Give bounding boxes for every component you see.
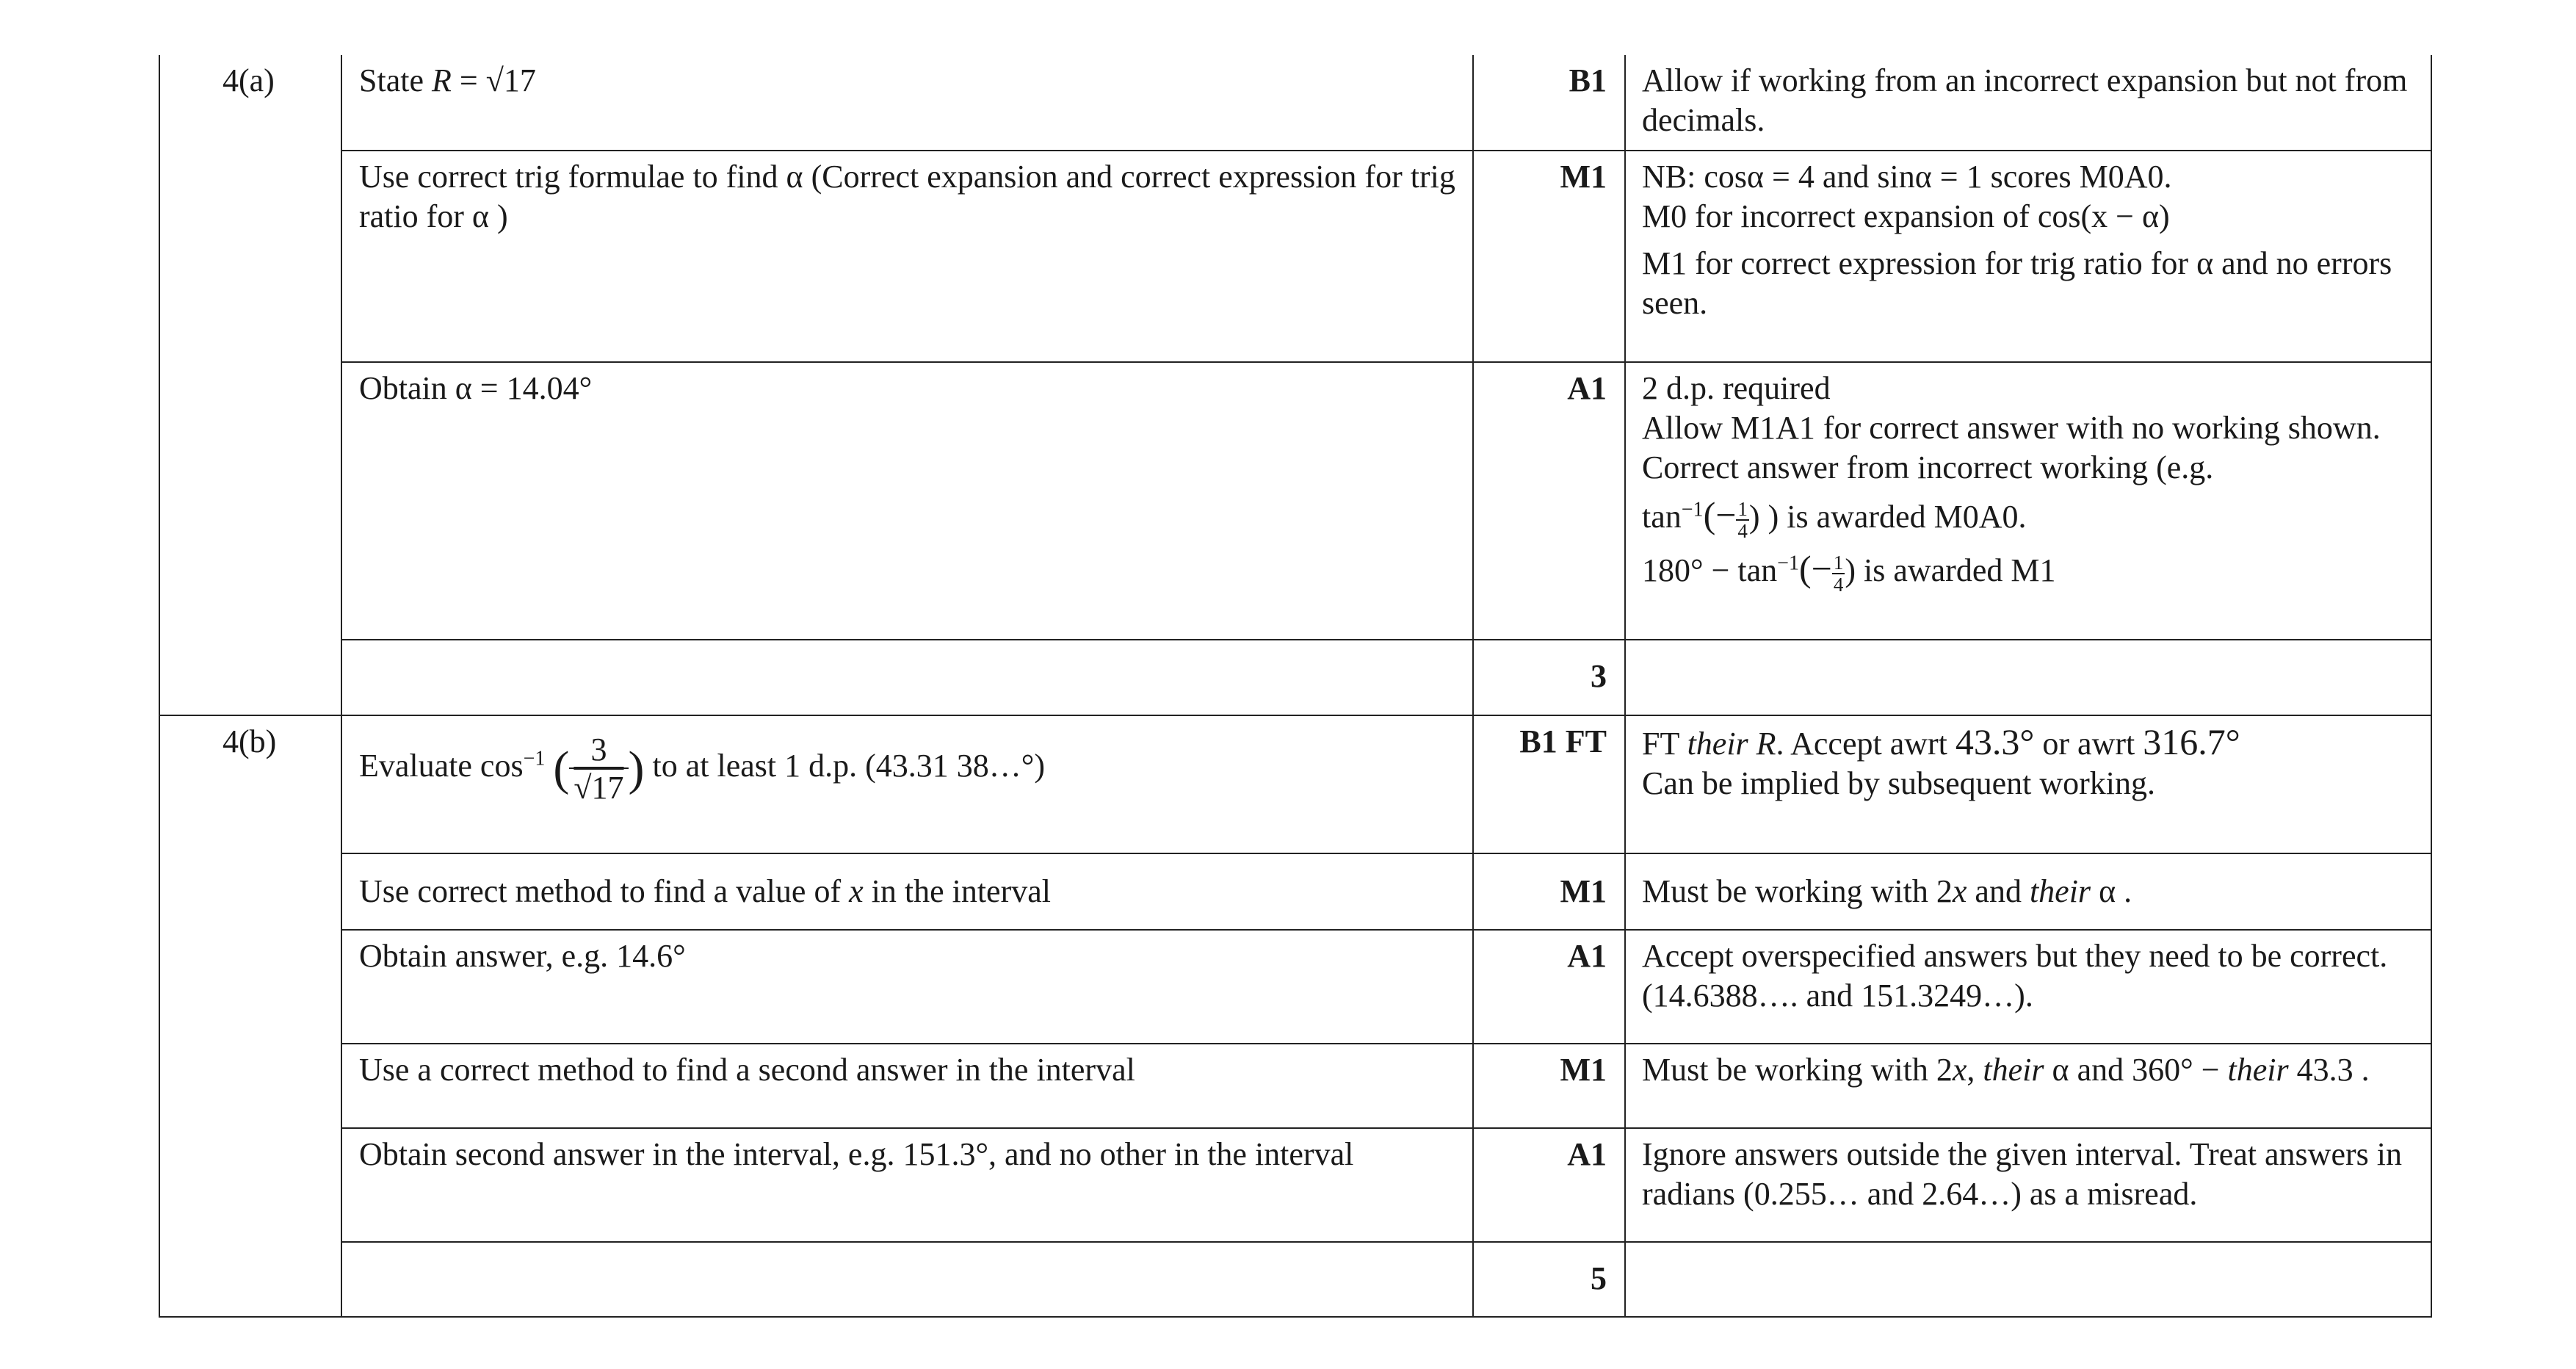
answer-cell — [341, 715, 1473, 853]
answer-cell — [341, 362, 1473, 640]
mark-cell: A1 — [1473, 362, 1625, 640]
subtotal-row — [159, 640, 2431, 715]
answer-text: Use correct method to find a value of x in the interval — [359, 873, 1051, 909]
guidance-cell — [1625, 362, 2431, 640]
subtotal-row — [159, 1242, 2431, 1317]
guidance-cell — [1625, 1242, 2431, 1317]
answer-math: Evaluate $\cos^{-1}$ ( $\frac{3}{√17}$ ) to at least 1 d.p. (43.31 38…°) — [359, 732, 1046, 806]
mark-cell: M1 — [1473, 853, 1625, 930]
question-number: 4(b) — [222, 723, 277, 759]
question-number: 4(a) — [222, 62, 275, 98]
answer-text: Use a correct method to find a second answer in the interval — [359, 1052, 1135, 1088]
answer-cell — [341, 55, 1473, 151]
table-row — [159, 1128, 2431, 1242]
table-row — [159, 853, 2431, 930]
question-cell — [159, 55, 341, 715]
table-row — [159, 715, 2431, 853]
answer-cell — [341, 1044, 1473, 1128]
guidance-cell — [1625, 930, 2431, 1044]
guidance-line: 2 d.p. required — [1642, 370, 1831, 406]
guidance-line: M0 for incorrect expansion of cos(x − α) — [1642, 198, 2170, 234]
guidance-math-line: $180^\circ - \tan^{-1}(-$ $\frac{1}{4}$ ) is awarded M1 — [1642, 547, 2056, 596]
guidance-cell — [1625, 853, 2431, 930]
guidance-text: Ignore answers outside the given interval. Treat answers in radians (0.255… and 2.64…) as a misread. — [1642, 1136, 2402, 1212]
answer-text: Obtain answer, e.g. 14.6° — [359, 938, 686, 974]
table-row — [159, 55, 2431, 151]
mark-cell: A1 — [1473, 1128, 1625, 1242]
mark-cell: B1 — [1473, 55, 1625, 151]
question-cell — [159, 715, 341, 1317]
fraction: $\frac{3}{√17}$ — [569, 732, 628, 806]
answer-text: Use correct trig formulae to find α (Correct expansion and correct expression for trig ratio for α ) — [359, 159, 1455, 234]
guidance-line: M1 for correct expression for trig ratio for α and no errors seen. — [1642, 245, 2392, 321]
guidance-cell — [1625, 151, 2431, 362]
answer-cell — [341, 1128, 1473, 1242]
answer-cell — [341, 151, 1473, 362]
guidance-line: Can be implied by subsequent working. — [1642, 765, 2156, 801]
guidance-cell — [1625, 715, 2431, 853]
guidance-line: NB: cosα = 4 and sinα = 1 scores M0A0. — [1642, 159, 2172, 195]
answer-text: Obtain second answer in the interval, e.g. 151.3°, and no other in the interval — [359, 1136, 1354, 1172]
guidance-math-line: $\tan^{-1}(-$ $\frac{1}{4}$ ) ) is awarded M0A0. — [1642, 494, 2027, 542]
mark-cell: M1 — [1473, 1044, 1625, 1128]
mark-cell: B1 FT — [1473, 715, 1625, 853]
table-row — [159, 151, 2431, 362]
guidance-text: Accept overspecified answers but they need to be correct. (14.6388…. and 151.3249…). — [1642, 938, 2388, 1014]
guidance-cell — [1625, 55, 2431, 151]
answer-cell — [341, 930, 1473, 1044]
table-row — [159, 930, 2431, 1044]
fraction: $\frac{1}{4}$ — [1737, 497, 1748, 542]
guidance-cell — [1625, 1044, 2431, 1128]
fraction: $\frac{1}{4}$ — [1833, 551, 1844, 596]
answer-text: State R = √17 — [359, 62, 536, 98]
guidance-cell — [1625, 640, 2431, 715]
answer-cell — [341, 853, 1473, 930]
table-row — [159, 1044, 2431, 1128]
answer-cell — [341, 640, 1473, 715]
total-mark: 3 — [1473, 640, 1625, 715]
guidance-cell — [1625, 1128, 2431, 1242]
mark-cell: A1 — [1473, 930, 1625, 1044]
guidance-line: FT their R. Accept awrt 43.3° or awrt 316.7° — [1642, 721, 2240, 762]
mark-cell: M1 — [1473, 151, 1625, 362]
answer-text: Obtain α = 14.04° — [359, 370, 593, 406]
mark-scheme-table — [159, 55, 2432, 1318]
guidance-line: Allow M1A1 for correct answer with no working shown. Correct answer from incorrect working (e.g. — [1642, 410, 2381, 485]
guidance-text: Allow if working from an incorrect expansion but not from decimals. — [1642, 62, 2408, 138]
guidance-line: Must be working with 2x and their α . — [1642, 873, 2132, 909]
answer-cell — [341, 1242, 1473, 1317]
guidance-line: Must be working with 2x, their α and 360° − their 43.3 . — [1642, 1052, 2370, 1088]
table-row — [159, 362, 2431, 640]
total-mark: 5 — [1473, 1242, 1625, 1317]
